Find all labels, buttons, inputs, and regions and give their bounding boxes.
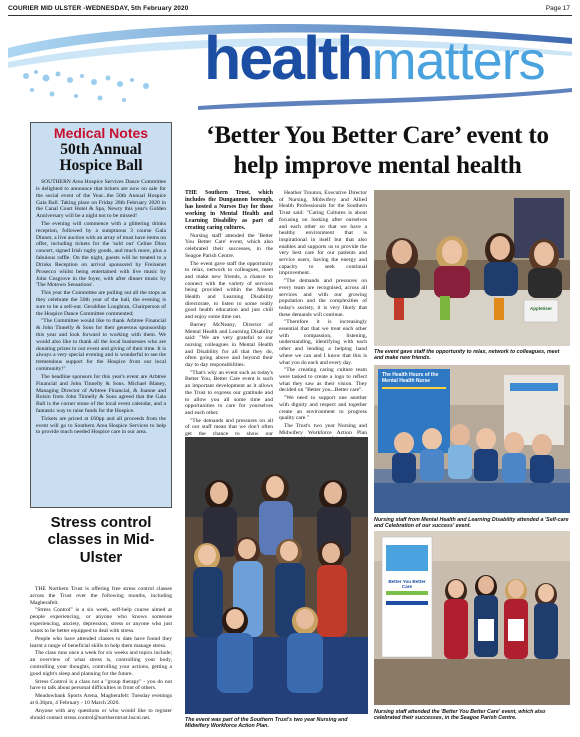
paragraph: Heather Trouton, Executive Director of Nursing, Midwifery and Allied Health Professionals for the Southern Trust said: "Caring Cultures is about focusing on looking after ourselves and each other so that we have a healthy environment that is inspirational in itself but that also enables and supports us to provide the very best care for our patients and service users, having the energy and capacity to seek continual improvement. (279, 190, 367, 277)
main-headline: ‘Better You Better Care’ event to help improve mental health (206, 122, 549, 179)
poster-text: The Health Hours of the Mental Health Nurse (382, 372, 439, 384)
paragraph: The event gave staff the opportunity to relax, network to colleagues, meet and make new friends, a chance to connect with the variety of services being provided within the Mental Health and Learning Disability directorate, to listen to some really good health education and just chill and enjoy some time out. (185, 260, 273, 321)
paragraph: Tickets are priced at £60pp and all proceeds from the event will go to Southern Area Hospice Services to help to provide much needed Hospice care in our area. (36, 415, 166, 436)
masthead-logo (204, 24, 545, 92)
paragraph: "The Committee would like to thank Arbtree Financial & John Tinnelly & Sons for their generous sponsorship this year and look forward to working with them. We would also like to thank all the local businesses who are donating prizes to our event and giving of their time. It is always a very special evening and is wonderful to see the tremendous support for the Hospice from our local community!" (36, 318, 166, 373)
paragraph: Barney McNeany, Director of Mental Health and Learning Disability said: "We are very grateful to our nursing colleagues in Mental Health and Disability for all that they do, often going above and beyond their day to day responsibilities. (185, 321, 273, 369)
photo-nursing-staff-poster-image (374, 365, 570, 513)
paragraph: Nursing staff attended the 'Better You Better Care' event, which also celebrated their successes, in the Seagoe Parish Centre. (185, 232, 273, 259)
photo-group-event-caption: The event was part of the Southern Trust's two year Nursing and Midwifery Workforce Action Plan. (185, 717, 348, 730)
banner-text: Better You Better Care (388, 579, 426, 590)
paragraph: THE Northern Trust is offering free stress control classes across the Trust over the following months, including Magherafelt. (30, 586, 172, 606)
paragraph: "The creating caring culture team were tasked to create a logo to reflect what they saw as their vision. They decided on "Better you...Better care". (279, 367, 367, 394)
paragraph: Anyone with any questions or who would like to register should contact stress.control@northerntrust.hscni.net. (30, 707, 172, 721)
article-lead: THE Southern Trust, which includes the Dungannon borough, has hosted a Nurses Day for those working in Mental Health and Learning Disability as part of creating caring cultures. (185, 190, 273, 231)
photo-better-you-banner (374, 531, 570, 705)
health-matters-masthead (8, 18, 572, 110)
stress-control-body (30, 586, 172, 722)
photo-staff-relaxing-caption: The event gave staff the opportunity to relax, network to colleagues, meet and make new friends. (374, 349, 560, 362)
left-column (30, 122, 172, 728)
medical-notes-label: Medical Notes (53, 125, 149, 141)
logo-health-word: health (204, 24, 372, 92)
paragraph: "Therefore it is increasingly essential that that we treat each other with compassion, listening, understanding, identifying with each other and lending a helping hand where we can and I know that this is what you do each and every day. (279, 319, 367, 366)
photo-group-event (185, 437, 368, 714)
medical-notes-box (30, 122, 172, 508)
paragraph: The headline sponsors for this year's event are Arbtree Financial and John Tinnelly & Sons. Michael Blaney, Managing Director of Arbtree Financial, & Joanne and Roisin from John Tinnelly & Sons agreed that the Gala Ball is the corner stone of the local event calendar, and a fantastic way to raise funds for the Hospice. (36, 373, 166, 414)
paragraph: This year the Committee are pulling out all the stops as they celebrate the 50th year of the ball, the evening is sure to be a sell-out. Geraldine Loughran, Chairperson of the Hospice Dance Committee commented; (36, 290, 166, 317)
photo-better-you-banner-caption: Nursing staff attended the 'Better You Better Care' event, which also celebrated their successes, in the Seagoe Parish Centre. (374, 709, 546, 722)
paragraph: The Trust's two year Nursing and Midwifery Workforce Action Plan (279, 422, 367, 436)
masthead-dots-decoration (20, 68, 160, 106)
paragraph: "The demands and pressures on every team are recognised, across all services and with our growing population and the complexities of today's society, it is very likely that these demands will continue. (279, 278, 367, 318)
paragraph: "The demands and pressures on all of our staff mean that we don't often get the chance to show our (185, 417, 273, 438)
stress-control-title: Stress control classes in Mid-Ulster (47, 514, 155, 566)
paragraph: SOUTHERN Area Hospice Services Dance Committee is delighted to announce that tickets are now on sale for the social event of the Year...the 50th Annual Hospice Gala Ball. Taking place on Friday 28th February 2020 in the Canal Court Hotel & Spa, Newry this year's Golden Anniversary will be a night not to be missed! (36, 179, 166, 220)
photo-group-event-image (185, 437, 368, 714)
photo-nursing-staff-poster (374, 365, 570, 513)
paragraph: "That's why an event such as today's Better You, Better Care event is such an important development as it allows the Trust to express our gratitude and to allow you all some time and opportunities to care for yourselves and each other. (185, 369, 273, 416)
paragraph: "Stress Control" is a six week, self-help course aimed at people experiencing, or anyone who knows someone experiencing, anxiety, depression, stress or anyone who just wants to be better equipped to deal with stress. (30, 607, 172, 634)
paragraph: People who have attended classes to date have found they learnt a range of beneficial skills to help them manage stress. (30, 635, 172, 649)
header-rule (8, 15, 572, 16)
article-column-1 (185, 190, 273, 438)
publication-line: COURIER MID ULSTER -WEDNESDAY, 5th February 2020 (8, 5, 189, 12)
photo-staff-relaxing-image (374, 190, 570, 346)
bottle-label: Appletiser (529, 306, 552, 311)
hospice-ball-body (36, 179, 166, 436)
paragraph: Stress Control is a class not a "group therapy" - you do not have to talk about personal difficulties in front of others. (30, 678, 172, 692)
paragraph: "We need to support one another with dignity and respect and together create an environment to progress quality care." (279, 395, 367, 422)
paragraph: Meadowbank Sports Arena, Magherafelt: Tuesday evenings at 6.30pm, 4 February - 10 March 2020. (30, 693, 172, 706)
logo-matters-word: matters (371, 31, 545, 91)
photo-better-you-banner-image (374, 531, 570, 705)
paragraph: The evening will commence with a glittering drinks reception, followed by a sumptuous 3 course Gala Dinner, a live auction with an array of must have items on offer, including tickets for the 'sold out' Celine Dion concert, signed Irish rugby goods, and much more, plus a fabulous raffle. On the night, guests will be treated to a Drinks Reception on arrival sponsored by Freixenet Prosecco whilst being entertained with live music by John Cosgrove in the foyer, with after dinner music by 'The Motown Sensations'. (36, 221, 166, 289)
hospice-ball-title: 50th Annual Hospice Ball (59, 140, 143, 175)
photo-staff-relaxing (374, 190, 570, 346)
photo-nursing-staff-poster-caption: Nursing staff from Mental Health and Learning Disability attended a 'Self-care and Celebration of our success' event. (374, 517, 569, 530)
article-column-2 (279, 190, 367, 436)
paragraph: The class runs once a week for six weeks and topics include; an overview of what stress is, controlling your body, controlling your thoughts, controlling your actions, getting a good night's sleep and planning for the future. (30, 650, 172, 677)
page-number: Page 17 (545, 5, 570, 12)
